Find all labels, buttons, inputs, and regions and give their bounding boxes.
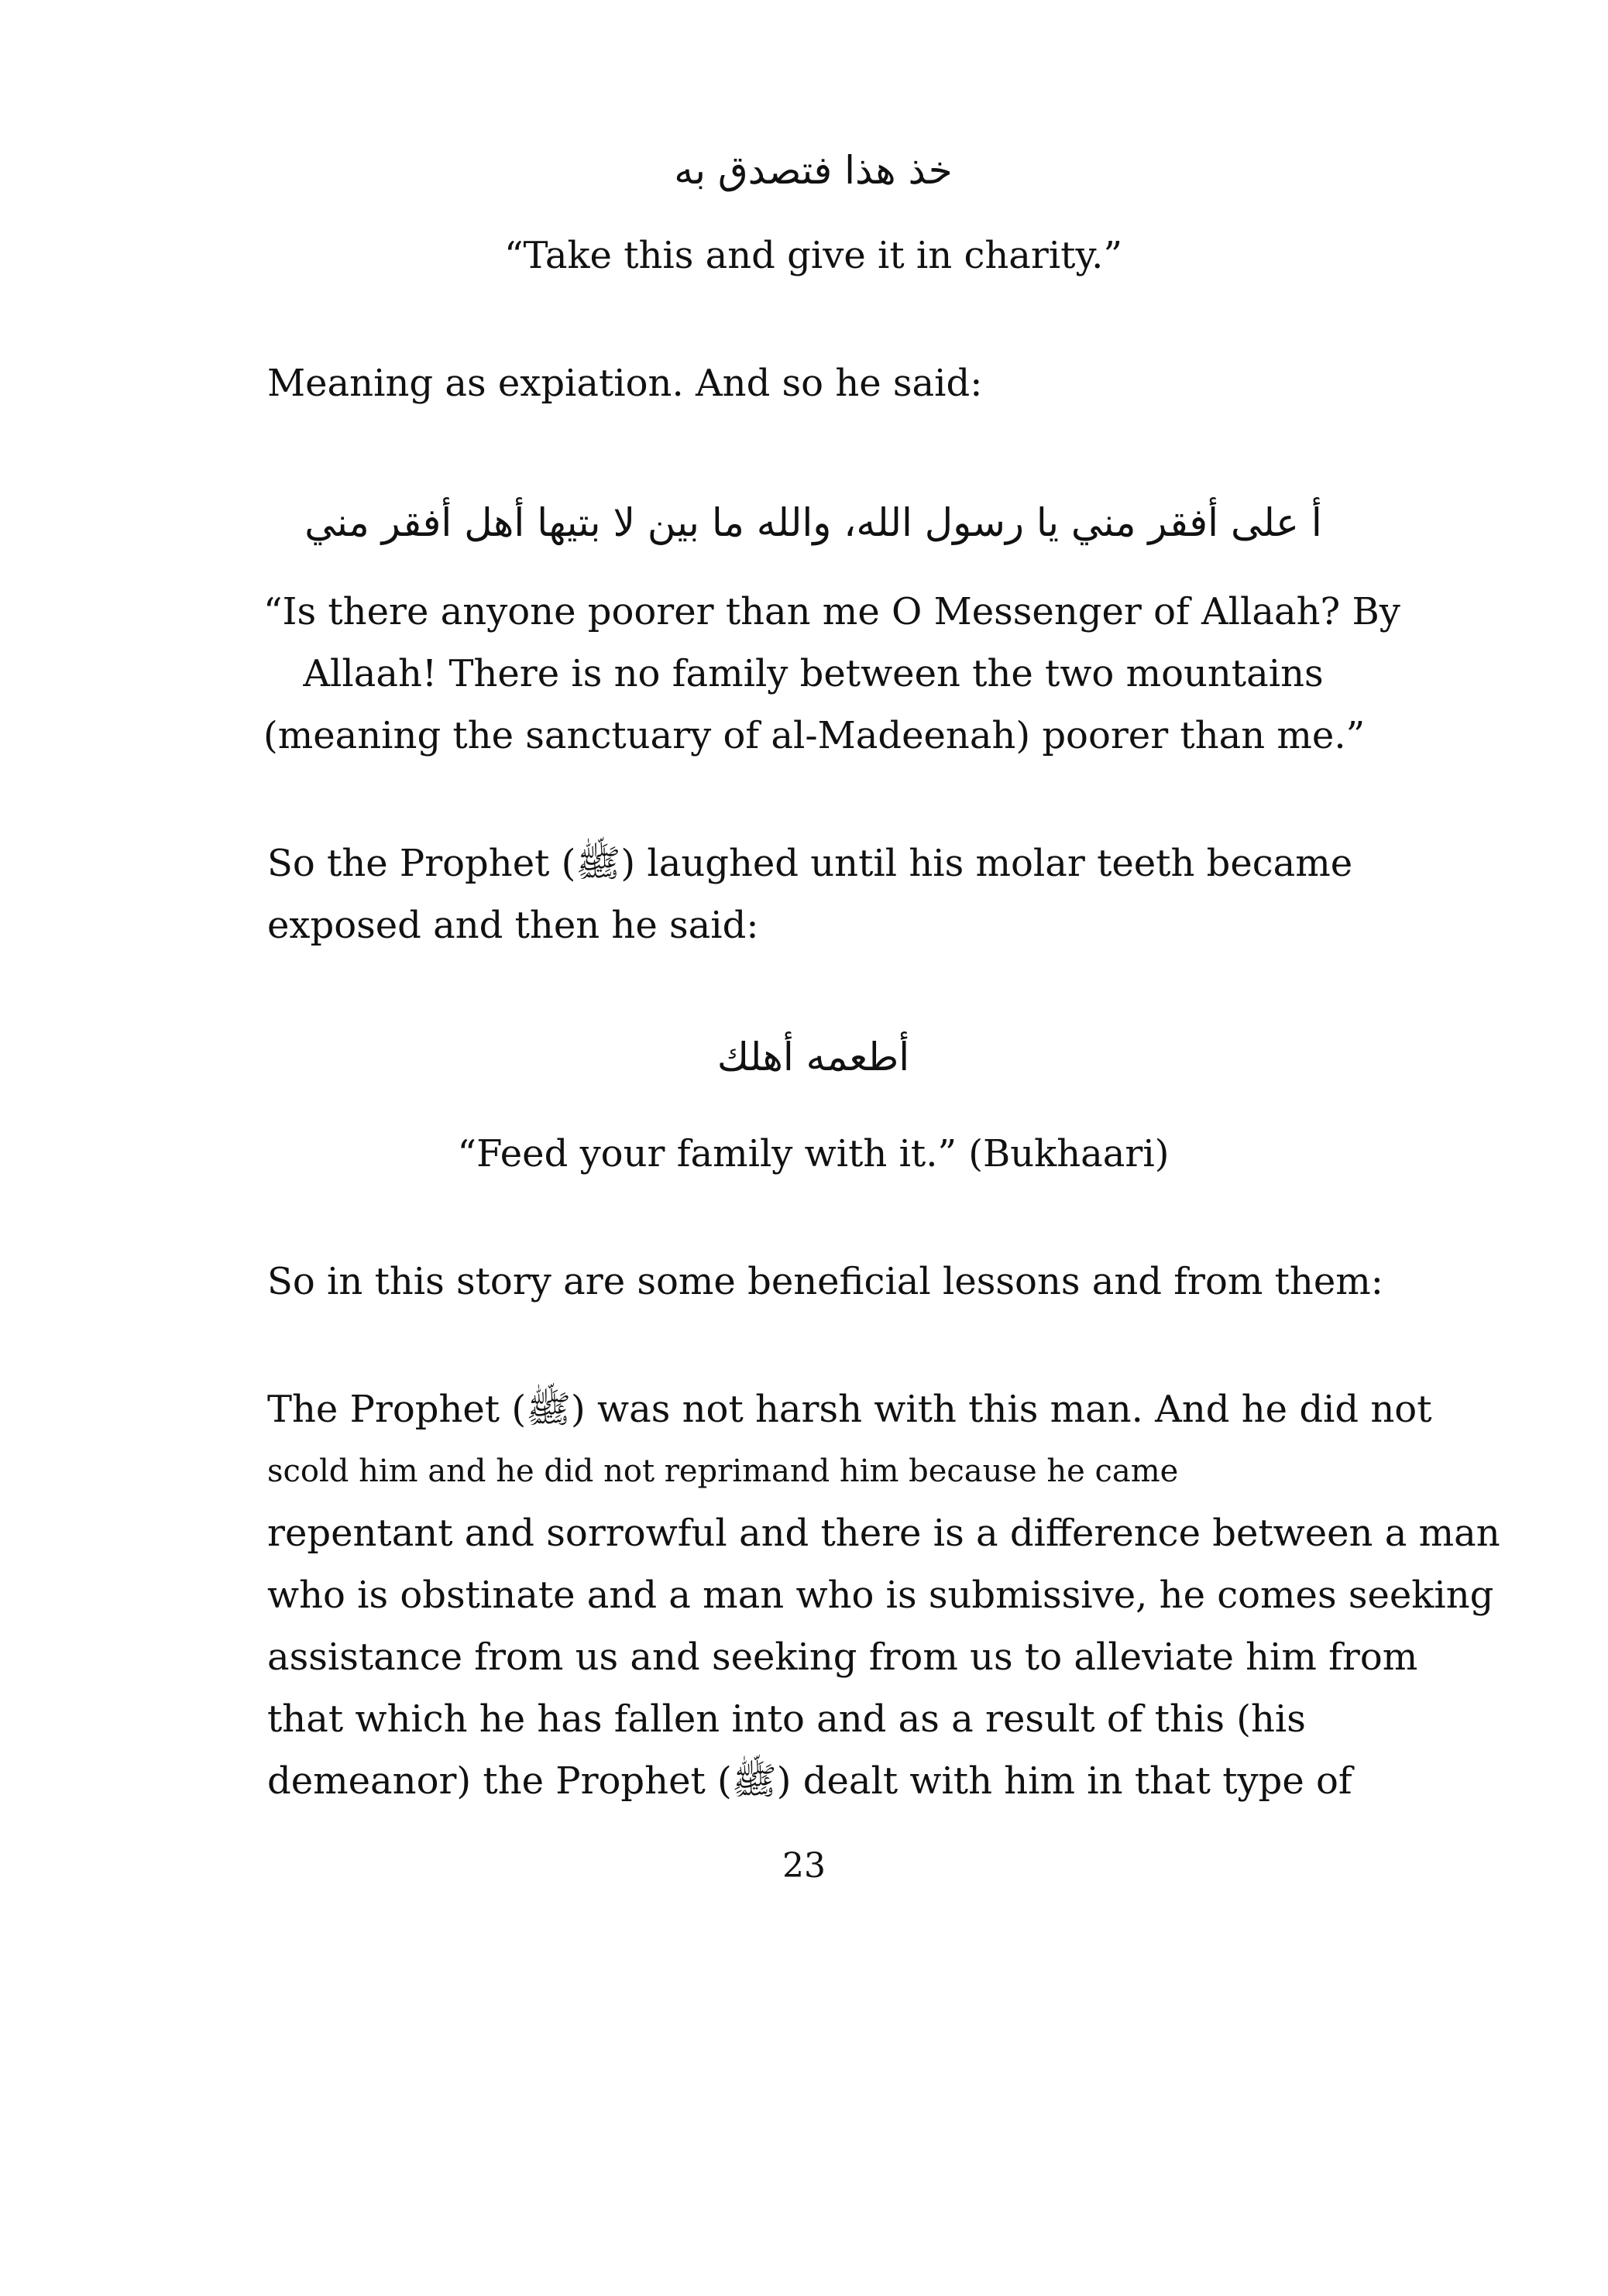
arabic-text-3: أطعمه أهلك xyxy=(716,1035,910,1079)
paragraph-2-line: exposed and then he said: xyxy=(267,904,759,947)
translation-2-line: Allaah! There is no family between the two mountains xyxy=(303,652,1324,695)
paragraph-1: Meaning as expiation. And so he said: xyxy=(267,362,983,405)
paragraph-4-line: that which he has fallen into and as a result of this (his xyxy=(267,1697,1306,1741)
paragraph-4 xyxy=(267,1378,1500,1812)
paragraph-3: So in this story are some beneficial lessons and from them: xyxy=(267,1260,1383,1303)
paragraph-4-line: who is obstinate and a man who is submissive, he comes seeking xyxy=(267,1574,1494,1617)
paragraph-4-line: repentant and sorrowful and there is a difference between a man xyxy=(267,1512,1500,1555)
arabic-text-2: أ على أفقر مني يا رسول الله، والله ما بين لا بتيها أهل أفقر مني xyxy=(304,500,1322,545)
translation-1: “Take this and give it in charity.” xyxy=(504,234,1122,277)
translation-2-line: (meaning the sanctuary of al-Madeenah) poorer than me.” xyxy=(263,714,1366,757)
paragraph-2 xyxy=(267,832,1383,956)
arabic-text-1: خذ هذا فتصدق به xyxy=(674,148,953,193)
paragraph-2-line: So the Prophet (ﷺ) laughed until his molar teeth became xyxy=(267,842,1353,885)
paragraph-4-line: scold him and he did not reprimand him because he came xyxy=(267,1453,1179,1489)
translation-2 xyxy=(263,581,1400,767)
translation-2-line: “Is there anyone poorer than me O Messenger of Allaah? By xyxy=(263,590,1400,633)
paragraph-4-line: The Prophet (ﷺ) was not harsh with this man. And he did not xyxy=(267,1388,1432,1431)
page-number: 23 xyxy=(782,1846,826,1886)
translation-3: “Feed your family with it.” (Bukhaari) xyxy=(457,1132,1170,1175)
paragraph-4-line: assistance from us and seeking from us to alleviate him from xyxy=(267,1635,1418,1679)
paragraph-4-line: demeanor) the Prophet (ﷺ) dealt with him in that type of xyxy=(267,1759,1352,1803)
